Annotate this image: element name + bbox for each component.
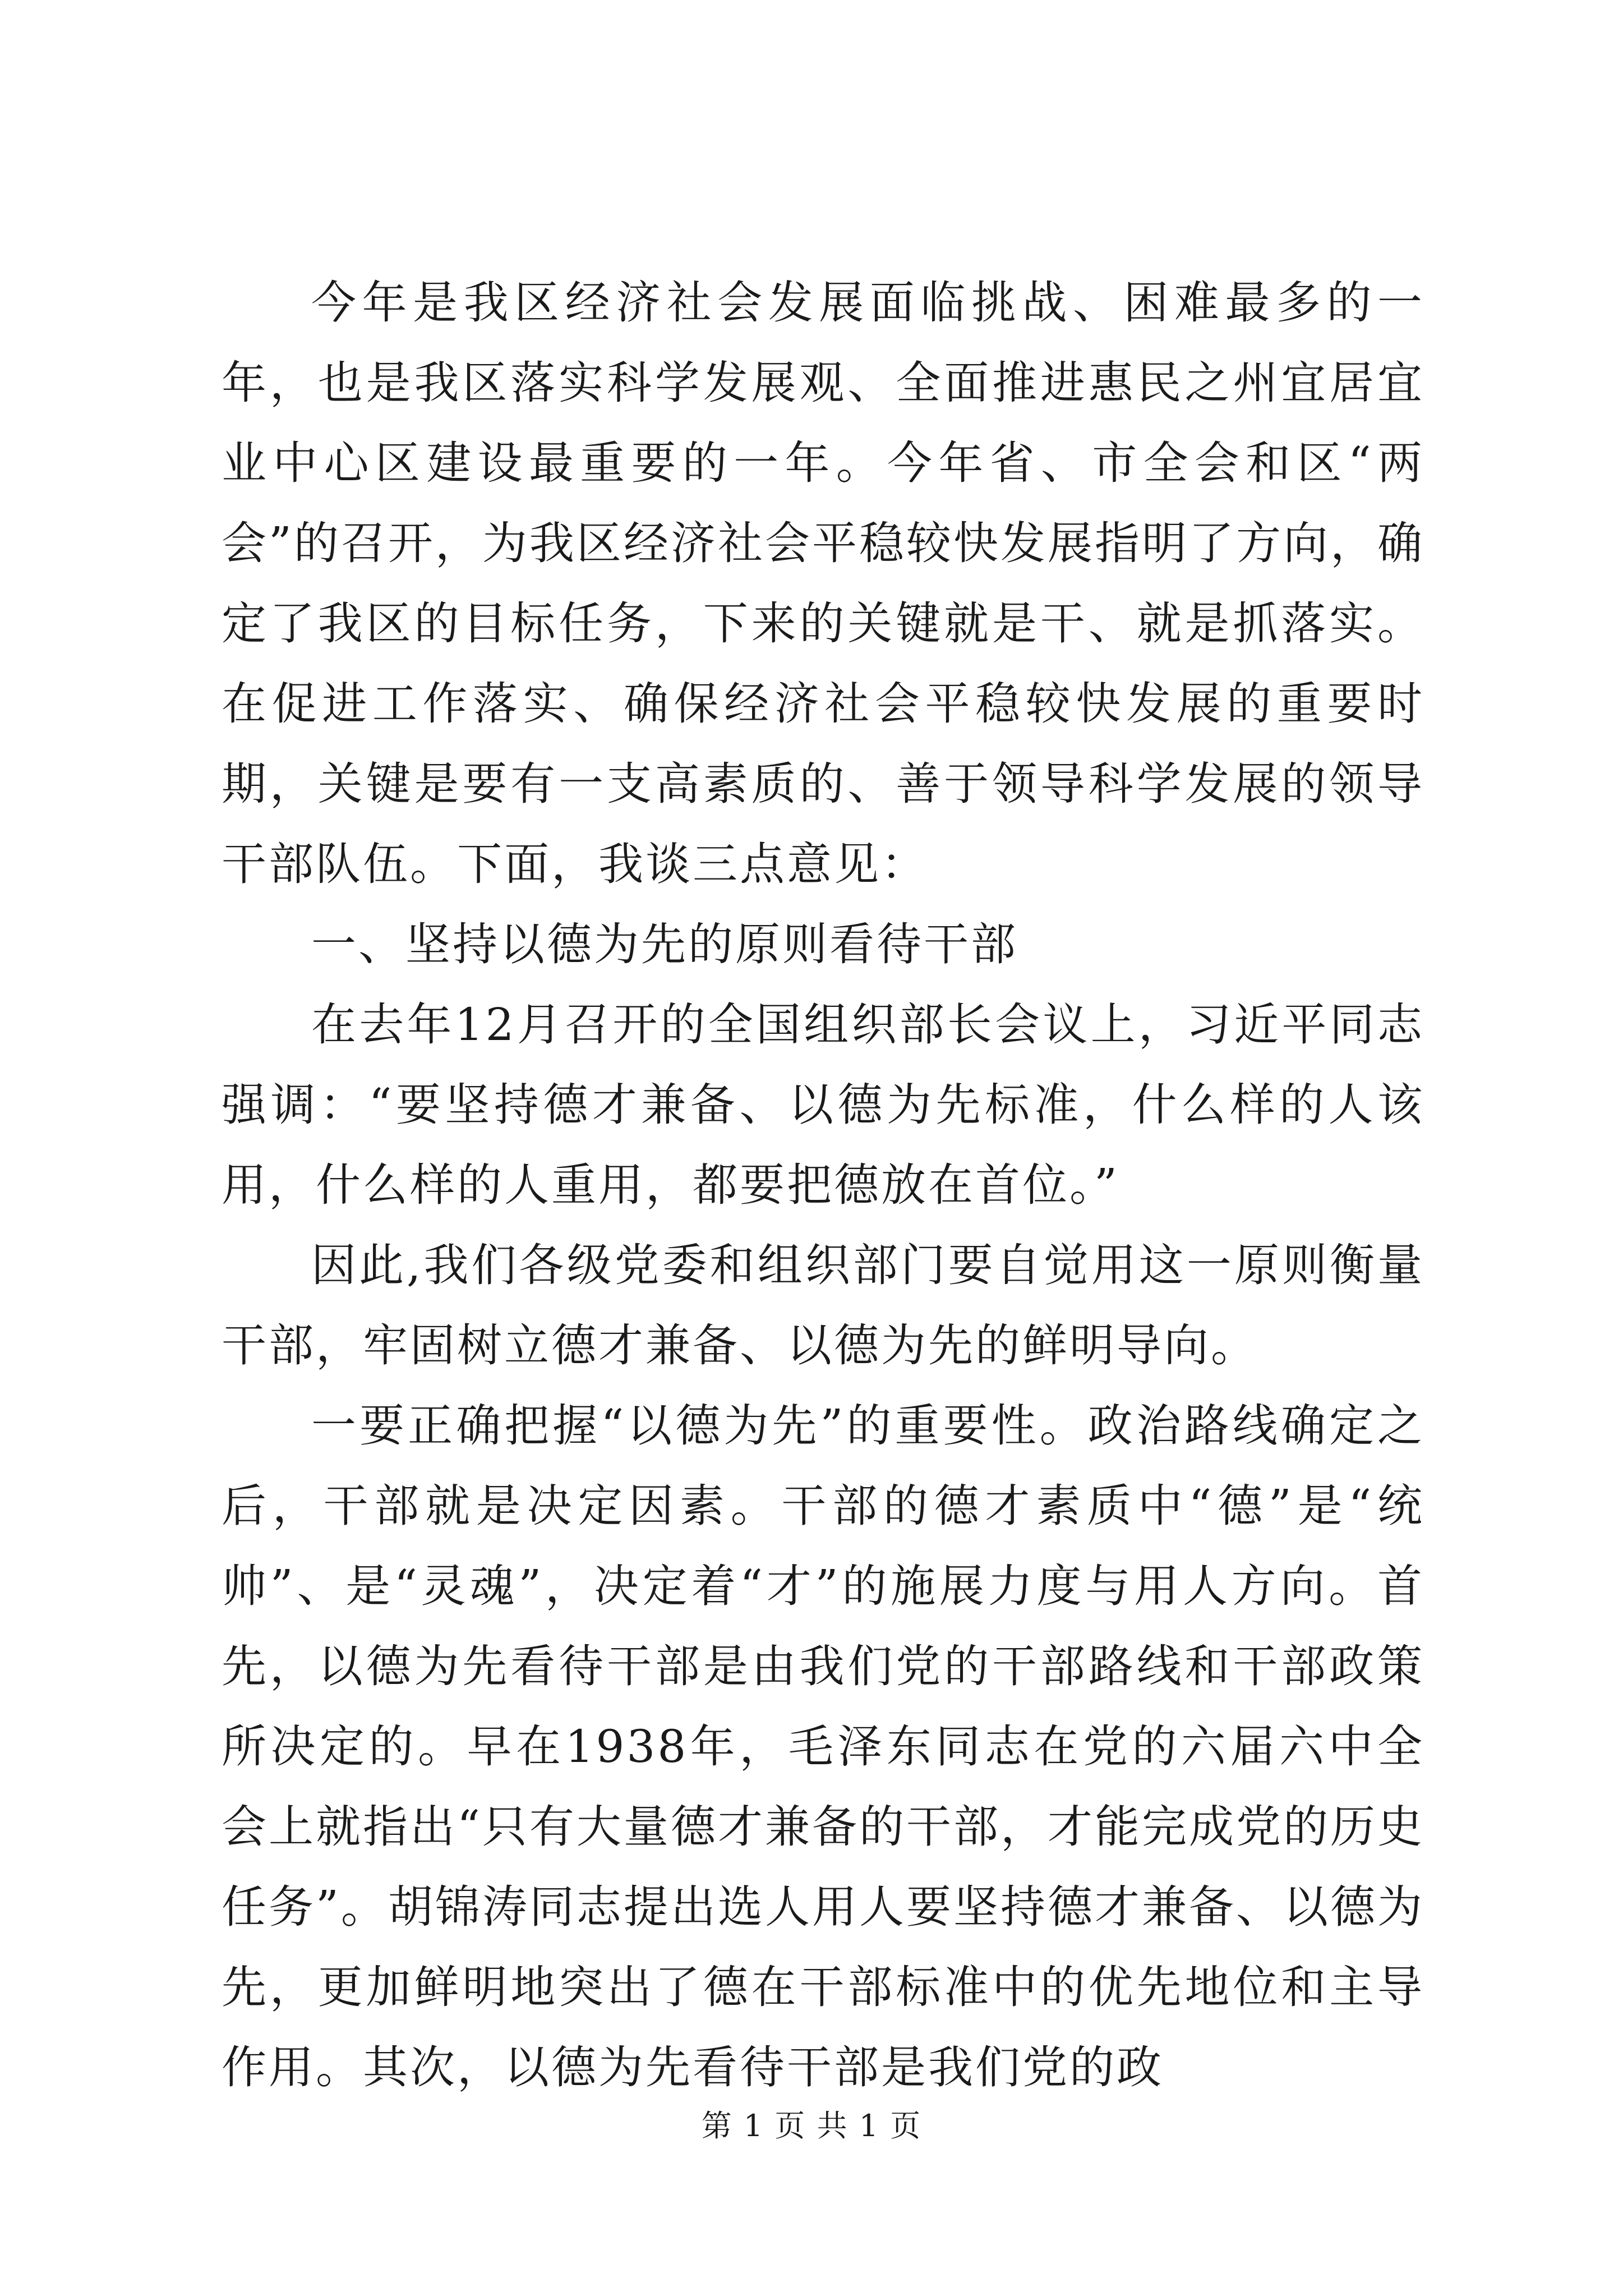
paragraph-therefore: 因此,我们各级党委和组织部门要自觉用这一原则衡量干部，牢固树立德才兼备、以德为先的鲜明导向。 — [222, 1239, 1424, 1372]
paragraph-quote: 在去年12月召开的全国组织部长会议上，习近平同志强调：“要坚持德才兼备、以德为先标准，什么样的人该用，什么样的人重用，都要把德放在首位。” — [222, 999, 1424, 1211]
section-heading-1: 一、坚持以德为先的原则看待干部 — [311, 918, 1018, 970]
paragraph-intro: 今年是我区经济社会发展面临挑战、困难最多的一年，也是我区落实科学发展观、全面推进惠民之州宜居宜业中心区建设最重要的一年。今年省、市全会和区“两会”的召开，为我区经济社会平稳较快发展指明了方向，确定了我区的目标任务，下来的关键就是干、就是抓落实。在促进工作落实、确保经济社会平稳较快发展的重要时期，关键是要有一支高素质的、善于领导科学发展的领导干部队伍。下面，我谈三点意见： — [222, 277, 1424, 890]
paragraph-point-one: 一要正确把握“以德为先”的重要性。政治路线确定之后，干部就是决定因素。干部的德才素质中“德”是“统帅”、是“灵魂”，决定着“才”的施展力度与用人方向。首先，以德为先看待干部是由我们党的干部路线和干部政策所决定的。早在1938年，毛泽东同志在党的六届六中全会上就指出“只有大量德才兼备的干部，才能完成党的历史任务”。胡锦涛同志提出选人用人要坚持德才兼备、以德为先，更加鲜明地突出了德在干部标准中的优先地位和主导作用。其次，以德为先看待干部是我们党的政 — [222, 1400, 1424, 2093]
page-footer: 第 1 页 共 1 页 — [701, 2108, 922, 2143]
document-body — [222, 263, 1424, 2108]
